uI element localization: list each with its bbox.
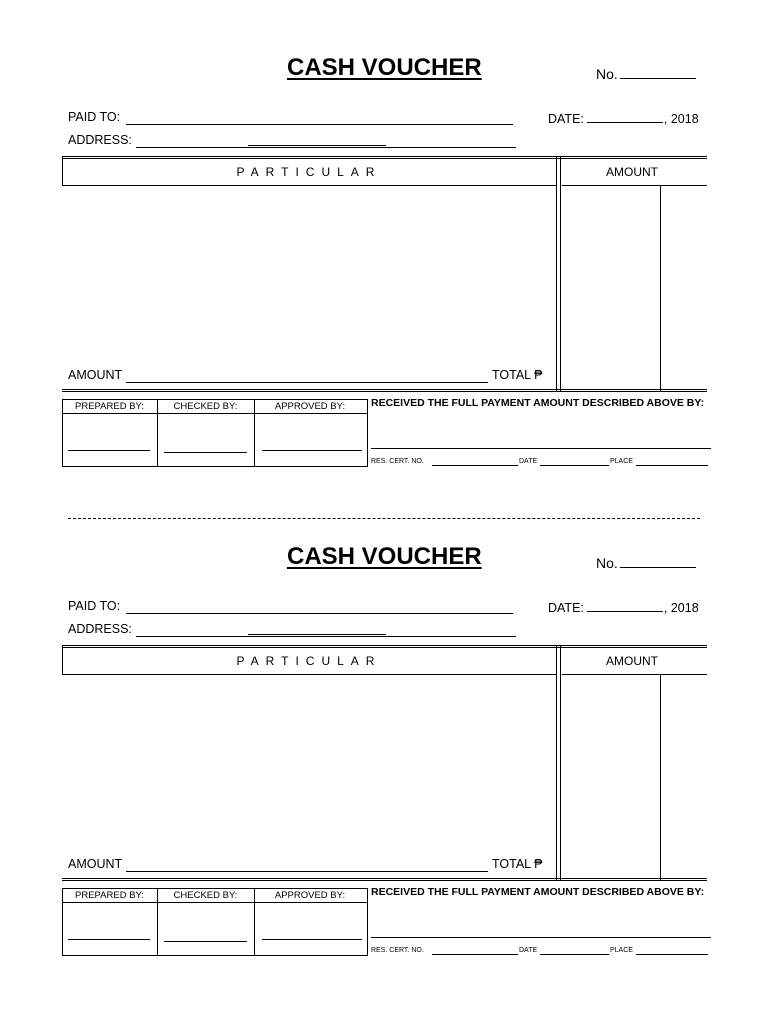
res-cert-label: RES. CERT. NO. <box>371 947 424 954</box>
date-field[interactable] <box>587 599 663 612</box>
received-statement: RECEIVED THE FULL PAYMENT AMOUNT DESCRIBED ABOVE BY: <box>371 886 705 898</box>
checked-by-label: CHECKED BY: <box>173 401 238 412</box>
address-label: ADDRESS: <box>68 622 132 636</box>
checked-by-label: CHECKED BY: <box>173 890 238 901</box>
prepared-by-label: PREPARED BY: <box>75 890 144 901</box>
amount-column-divider <box>660 185 661 392</box>
received-statement: RECEIVED THE FULL PAYMENT AMOUNT DESCRIBED ABOVE BY: <box>371 397 705 409</box>
received-date-field[interactable] <box>540 465 609 466</box>
particular-header: PARTICULAR <box>236 654 382 668</box>
res-cert-field[interactable] <box>432 465 518 466</box>
res-cert-field[interactable] <box>432 954 518 955</box>
amount-words-label: AMOUNT <box>68 368 123 382</box>
voucher-title: CASH VOUCHER <box>287 543 482 570</box>
total-row <box>492 368 543 382</box>
approved-by-label: APPROVED BY: <box>274 401 346 412</box>
address-field[interactable] <box>136 636 516 637</box>
amount-header-line <box>562 674 707 675</box>
received-date-field[interactable] <box>540 954 609 955</box>
checked-by-signature[interactable] <box>164 452 247 453</box>
address-field-inner-line <box>248 145 386 146</box>
received-place-label: PLACE <box>610 947 633 954</box>
peso-symbol: ₱ <box>534 368 543 382</box>
particular-header-line <box>62 674 556 675</box>
table-divider-right <box>560 156 561 392</box>
approved-by-signature[interactable] <box>262 939 362 940</box>
address-label: ADDRESS: <box>68 133 132 147</box>
date-year: , 2018 <box>663 112 699 126</box>
voucher-2 <box>0 541 768 981</box>
table-bottom-border <box>62 878 707 881</box>
total-label: TOTAL <box>492 857 531 871</box>
table-divider-left <box>556 156 557 392</box>
paid-to-label: PAID TO: <box>68 599 121 613</box>
signature-header-line <box>62 413 367 414</box>
prepared-by-label: PREPARED BY: <box>75 401 144 412</box>
amount-words-label: AMOUNT <box>68 857 123 871</box>
res-cert-row <box>371 947 424 954</box>
table-bottom-border <box>62 389 707 392</box>
voucher-number-label: No. <box>596 66 618 82</box>
amount-column-divider <box>660 674 661 881</box>
total-row <box>492 857 543 871</box>
date-label: DATE: <box>548 601 584 615</box>
received-place-field[interactable] <box>636 465 708 466</box>
amount-words-field[interactable] <box>126 871 488 872</box>
signature-header-line <box>62 902 367 903</box>
date-row <box>548 110 699 126</box>
received-by-signature[interactable] <box>371 448 711 449</box>
voucher-number <box>596 553 696 571</box>
date-field[interactable] <box>587 110 663 123</box>
approved-by-label: APPROVED BY: <box>274 890 346 901</box>
checked-by-signature[interactable] <box>164 941 247 942</box>
paid-to-field[interactable] <box>126 124 513 125</box>
paid-to-label: PAID TO: <box>68 110 121 124</box>
received-date-label: DATE <box>519 947 538 954</box>
approved-by-signature[interactable] <box>262 450 362 451</box>
voucher-number-field[interactable] <box>620 553 696 568</box>
table-divider-right <box>560 645 561 881</box>
paid-to-field[interactable] <box>126 613 513 614</box>
amount-words-field[interactable] <box>126 382 488 383</box>
peso-symbol: ₱ <box>534 857 543 871</box>
table-top-border <box>62 645 707 648</box>
date-year: , 2018 <box>663 601 699 615</box>
amount-header: AMOUNT <box>606 654 658 668</box>
particular-header: PARTICULAR <box>236 165 382 179</box>
voucher-1 <box>0 52 768 492</box>
prepared-by-signature[interactable] <box>68 939 150 940</box>
cut-line <box>68 518 700 519</box>
received-date-label: DATE <box>519 458 538 465</box>
received-place-label: PLACE <box>610 458 633 465</box>
voucher-number-field[interactable] <box>620 64 696 79</box>
particular-header-line <box>62 185 556 186</box>
address-field-inner-line <box>248 634 386 635</box>
prepared-by-signature[interactable] <box>68 450 150 451</box>
voucher-number <box>596 64 696 82</box>
amount-header: AMOUNT <box>606 165 658 179</box>
table-top-border <box>62 156 707 159</box>
amount-header-line <box>562 185 707 186</box>
voucher-title: CASH VOUCHER <box>287 54 482 81</box>
received-place-field[interactable] <box>636 954 708 955</box>
address-field[interactable] <box>136 147 516 148</box>
res-cert-label: RES. CERT. NO. <box>371 458 424 465</box>
table-divider-left <box>556 645 557 881</box>
total-label: TOTAL <box>492 368 531 382</box>
res-cert-row <box>371 458 424 465</box>
date-row <box>548 599 699 615</box>
received-by-signature[interactable] <box>371 937 711 938</box>
date-label: DATE: <box>548 112 584 126</box>
voucher-number-label: No. <box>596 555 618 571</box>
